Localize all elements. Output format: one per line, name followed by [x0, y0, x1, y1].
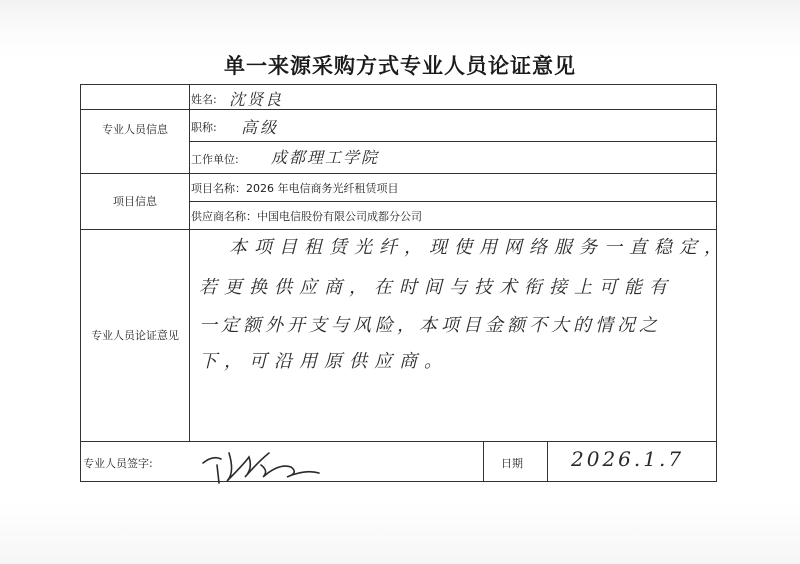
name-label: 姓名: [191, 93, 217, 106]
handwritten-signature [199, 443, 329, 487]
signature-label: 专业人员签字: [83, 457, 153, 470]
opinion-line: 下，可沿用原供应商。 [199, 351, 449, 372]
document-title: 单一来源采购方式专业人员论证意见 [224, 54, 576, 78]
workplace-label: 工作单位: [191, 153, 239, 166]
opinion-section-label: 专业人员论证意见 [91, 329, 179, 342]
project-name: 项目名称：2026 年电信商务光纤租赁项目 [191, 182, 399, 195]
name-value: 沈贤良 [229, 90, 284, 109]
workplace-value: 成都理工学院 [271, 148, 380, 167]
opinion-form-table [80, 84, 729, 482]
row-divider [189, 141, 716, 142]
opinion-line: 一定额外开支与风险，本项目金额不大的情况之 [199, 315, 661, 336]
opinion-line: 本项目租赁光纤，现使用网络服务一直稳定， [229, 237, 729, 258]
column-divider [483, 441, 484, 481]
supplier-name: 供应商名称：中国电信股份有限公司成都分公司 [191, 210, 422, 223]
row-divider [81, 441, 716, 442]
date-value: 2026.1.7 [571, 447, 685, 471]
expert-info-section-label: 专业人员信息 [102, 123, 168, 136]
title-value: 高级 [241, 118, 280, 137]
opinion-text-area [199, 233, 729, 439]
title-label: 职称: [191, 121, 217, 134]
row-divider [189, 201, 716, 202]
column-divider [189, 85, 190, 441]
opinion-line: 若更换供应商，在时间与技术衔接上可能有 [199, 277, 674, 298]
project-info-section-label: 项目信息 [113, 195, 157, 208]
date-label: 日期 [501, 457, 523, 470]
column-divider [547, 441, 548, 481]
